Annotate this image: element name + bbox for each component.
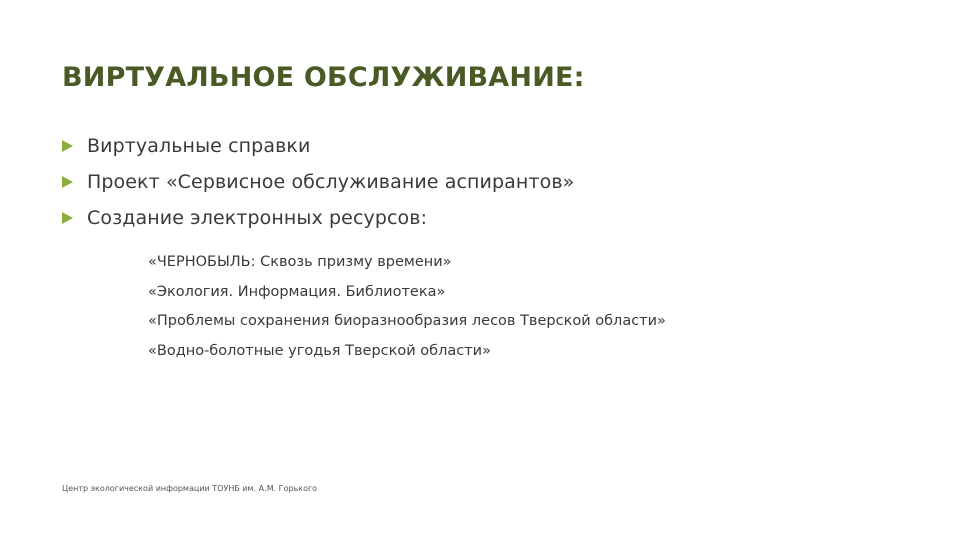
slide-title: ВИРТУАЛЬНОЕ ОБСЛУЖИВАНИЕ: bbox=[62, 62, 585, 93]
resource-item: «Экология. Информация. Библиотека» bbox=[148, 283, 446, 300]
bullet-item bbox=[62, 200, 574, 236]
resource-list bbox=[148, 249, 666, 367]
triangle-right-icon bbox=[62, 212, 73, 224]
bullet-text: Проект «Сервисное обслуживание аспирантов» bbox=[87, 171, 575, 193]
resource-item: «ЧЕРНОБЫЛЬ: Сквозь призму времени» bbox=[148, 254, 452, 270]
bullet-item bbox=[62, 164, 574, 200]
bullet-list bbox=[62, 128, 574, 236]
resource-item: «Проблемы сохранения биоразнообразия лесов Тверской области» bbox=[148, 313, 666, 329]
bullet-item bbox=[62, 128, 574, 164]
resource-item: «Водно-болотные угодья Тверской области» bbox=[148, 342, 491, 359]
triangle-right-icon bbox=[62, 140, 73, 152]
bullet-text: Создание электронных ресурсов: bbox=[87, 207, 428, 229]
bullet-text: Виртуальные справки bbox=[87, 135, 311, 157]
triangle-right-icon bbox=[62, 176, 73, 188]
slide-footer: Центр экологической информации ТОУНБ им. А.М. Горького bbox=[62, 484, 318, 493]
